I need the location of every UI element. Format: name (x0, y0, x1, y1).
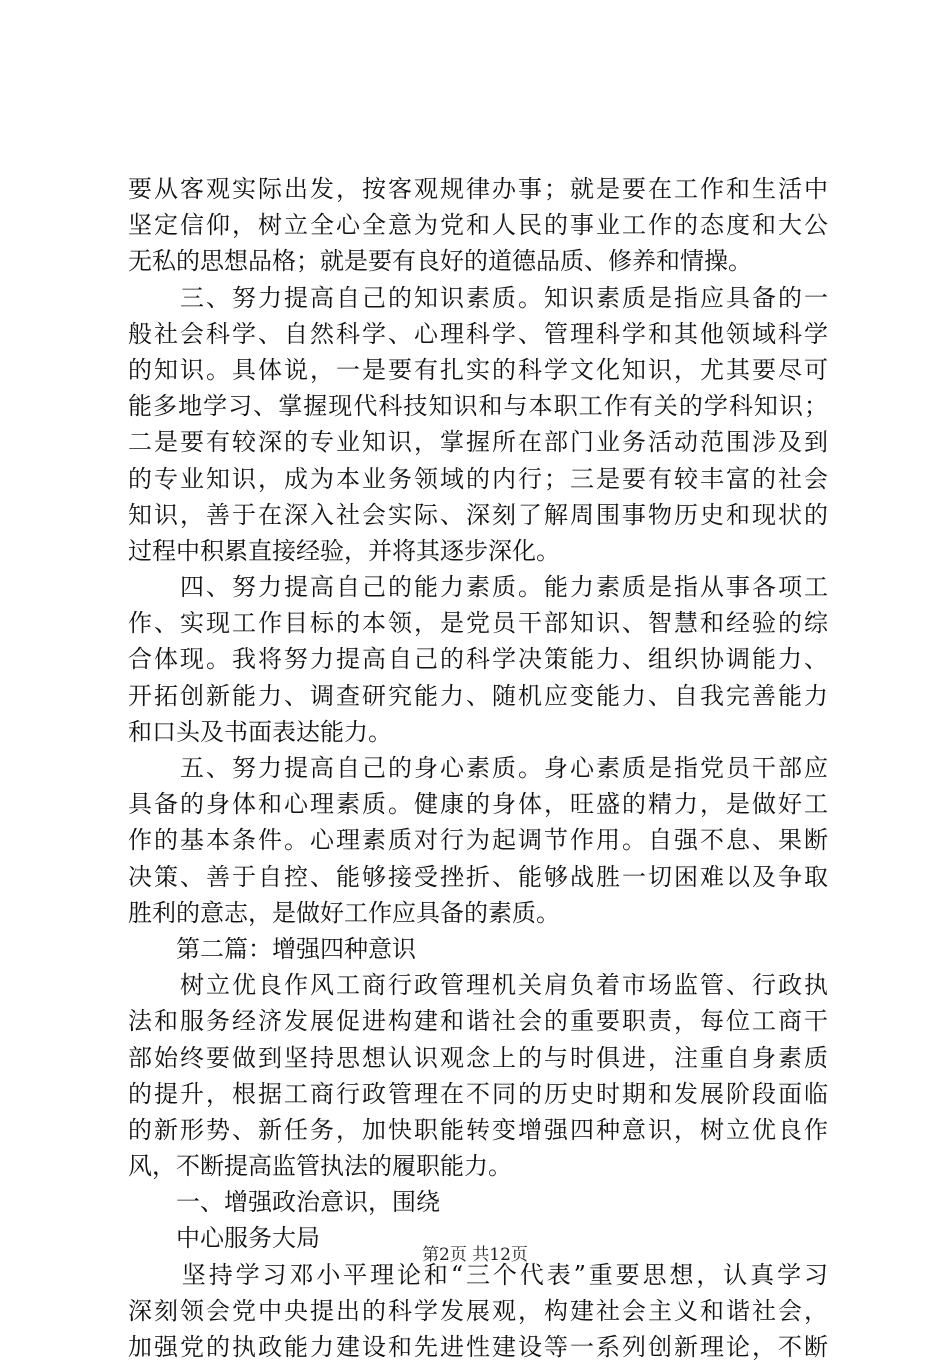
text-line: 的提升，根据工商行政管理在不同的历史时期和发展阶段面临 (128, 1079, 828, 1108)
text-line: 能多地学习、掌握现代科技知识和与本职工作有关的学科知识； (128, 392, 828, 421)
text-line: 坚定信仰，树立全心全意为党和人民的事业工作的态度和大公 (128, 211, 828, 240)
text-line: 三、努力提高自己的知识素质。知识素质是指应具备的一 (128, 283, 828, 312)
subsection-heading: 一、增强政治意识，围绕 (128, 1188, 440, 1217)
text-line: 和口头及书面表达能力。 (128, 717, 392, 746)
page-footer: 第2页 共12页 (422, 1245, 528, 1265)
text-line: 要从客观实际出发，按客观规律办事；就是要在工作和生活中 (128, 175, 828, 203)
document-body (128, 171, 828, 1365)
text-line: 部始终要做到坚持思想认识观念上的与时俱进，注重自身素质 (128, 1043, 828, 1072)
subsection-heading: 中心服务大局 (128, 1224, 320, 1253)
text-line: 深刻领会党中央提出的科学发展观，构建社会主义和谐社会， (128, 1296, 828, 1325)
text-line: 具备的身体和心理素质。健康的身体，旺盛的精力，是做好工 (128, 790, 828, 819)
text-line: 般社会科学、自然科学、心理科学、管理科学和其他领域科学 (128, 319, 828, 348)
text-line: 无私的思想品格；就是要有良好的道德品质、修养和情操。 (128, 247, 752, 276)
text-line: 决策、善于自控、能够接受挫折、能够战胜一切困难以及争取 (128, 862, 828, 891)
text-line: 作的基本条件。心理素质对行为起调节作用。自强不息、果断 (128, 826, 828, 855)
text-line: 五、努力提高自己的身心素质。身心素质是指党员干部应 (128, 754, 828, 782)
section-heading: 第二篇：增强四种意识 (128, 934, 416, 963)
text-line: 合体现。我将努力提高自己的科学决策能力、组织协调能力、 (128, 645, 828, 674)
text-line: 四、努力提高自己的能力素质。能力素质是指从事各项工 (128, 573, 828, 602)
text-line: 二是要有较深的专业知识，掌握所在部门业务活动范围涉及到 (128, 428, 828, 457)
text-line: 胜利的意志，是做好工作应具备的素质。 (128, 898, 560, 927)
text-line: 风，不断提高监管执法的履职能力。 (128, 1152, 512, 1181)
text-line: 的知识。具体说，一是要有扎实的科学文化知识，尤其要尽可 (128, 355, 828, 384)
text-line: 的新形势、新任务，加快职能转变增强四种意识，树立优良作 (128, 1115, 828, 1144)
text-line: 的专业知识，成为本业务领域的内行；三是要有较丰富的社会 (128, 464, 828, 493)
text-line: 坚持学习邓小平理论和“三个代表”重要思想，认真学习 (128, 1260, 828, 1289)
text-line: 过程中积累直接经验，并将其逐步深化。 (128, 536, 560, 565)
text-line: 法和服务经济发展促进构建和谐社会的重要职责，每位工商干 (128, 1007, 828, 1036)
text-line: 加强党的执政能力建设和先进性建设等一系列创新理论，不断 (128, 1333, 828, 1361)
text-line: 树立优良作风工商行政管理机关肩负着市场监管、行政执 (128, 971, 828, 1000)
text-line: 开拓创新能力、调查研究能力、随机应变能力、自我完善能力 (128, 681, 828, 710)
text-line: 知识，善于在深入社会实际、深刻了解周围事物历史和现状的 (128, 500, 828, 529)
text-line: 作、实现工作目标的本领，是党员干部知识、智慧和经验的综 (128, 609, 828, 638)
